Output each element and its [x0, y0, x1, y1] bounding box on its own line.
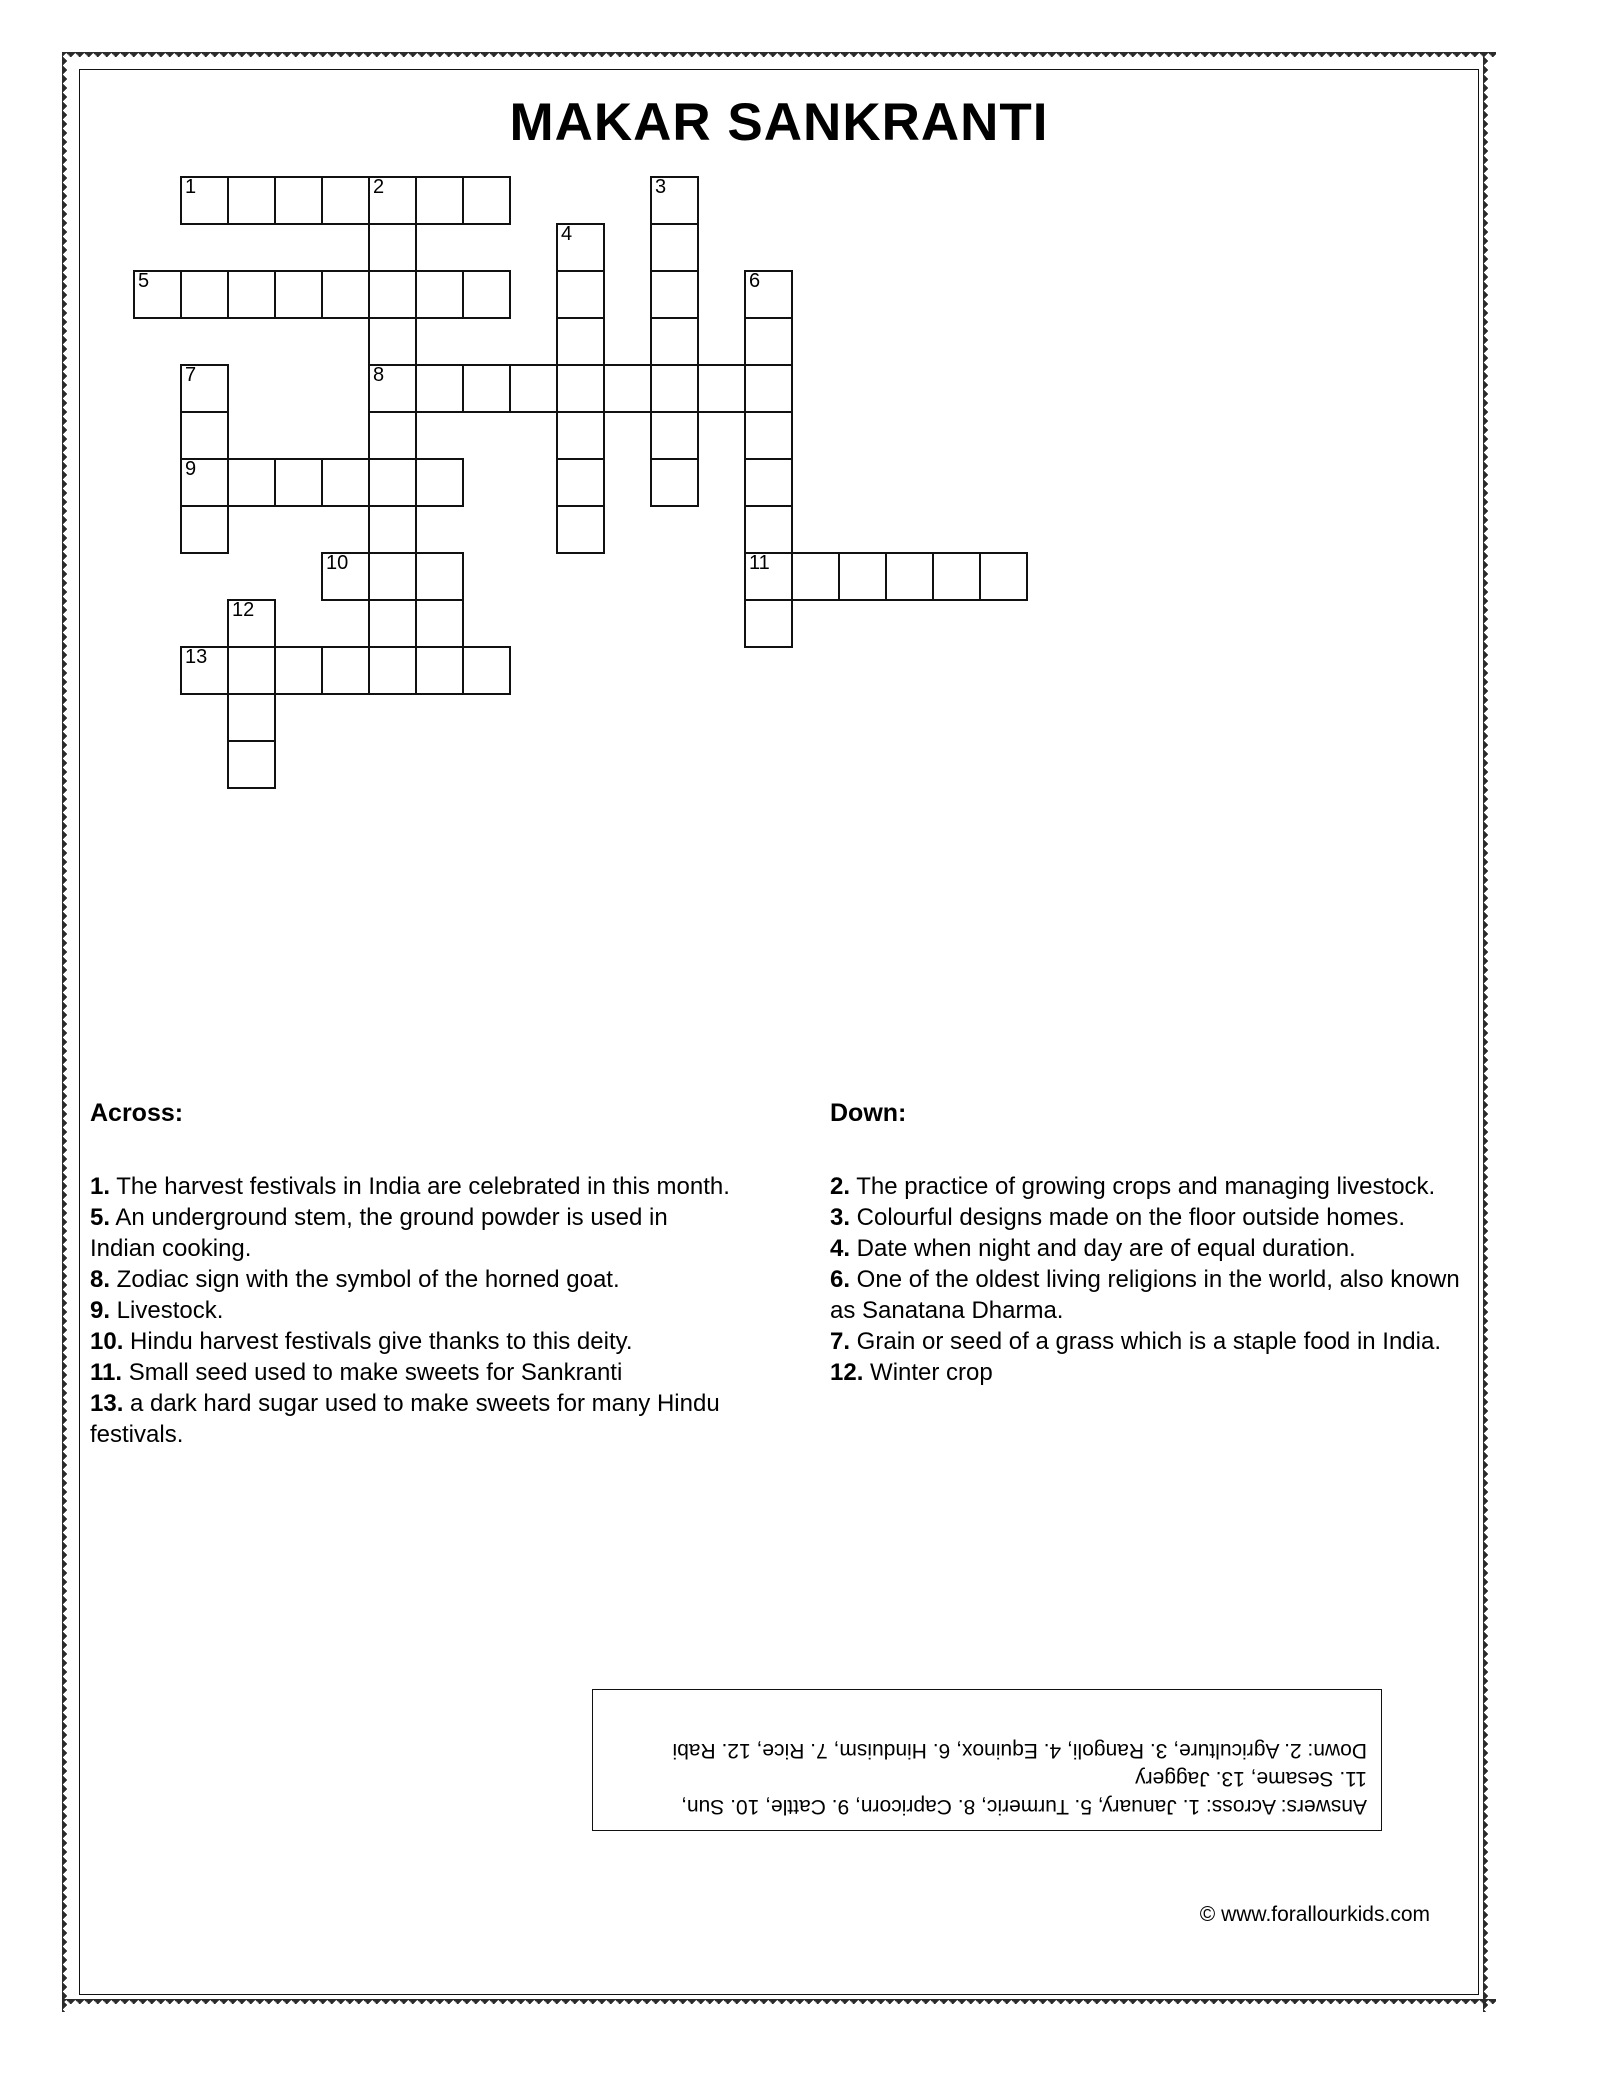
down-clue-4	[830, 1233, 1470, 1264]
crossword-cell-11[interactable]	[744, 552, 793, 601]
crossword-cell-1[interactable]	[180, 176, 229, 225]
clue-text: Hindu harvest festivals give thanks to this deity.	[123, 1328, 633, 1355]
crossword-cell[interactable]	[650, 411, 699, 460]
answers-box	[592, 1689, 1382, 1831]
clue-number: 5.	[90, 1204, 111, 1231]
crossword-cell[interactable]	[180, 411, 229, 460]
crossword-cell[interactable]	[650, 364, 699, 413]
crossword-cell[interactable]	[368, 223, 417, 272]
clue-text: Winter crop	[863, 1359, 993, 1386]
crossword-cell[interactable]	[650, 223, 699, 272]
clue-number: 2.	[830, 1173, 851, 1200]
down-clue-2	[830, 1171, 1470, 1202]
crossword-cell[interactable]	[744, 599, 793, 648]
crossword-cell[interactable]	[415, 458, 464, 507]
crossword-cell[interactable]	[368, 552, 417, 601]
cell-number-10: 10	[326, 552, 349, 574]
crossword-cell[interactable]	[650, 317, 699, 366]
crossword-cell[interactable]	[556, 364, 605, 413]
crossword-cell[interactable]	[556, 411, 605, 460]
clue-text: a dark hard sugar used to make sweets for many Hindu festivals.	[90, 1390, 720, 1448]
down-clue-body	[830, 1171, 1470, 1388]
crossword-cell[interactable]	[321, 270, 370, 319]
cell-number-8: 8	[373, 364, 385, 386]
clue-text: Small seed used to make sweets for Sankranti	[122, 1359, 623, 1386]
cell-number-13: 13	[185, 646, 208, 668]
across-clue-10	[90, 1326, 730, 1357]
across-clue-1	[90, 1171, 730, 1202]
across-clue-9	[90, 1295, 730, 1326]
clue-number: 6.	[830, 1266, 851, 1293]
down-clue-7	[830, 1326, 1470, 1357]
crossword-cell[interactable]	[791, 552, 840, 601]
crossword-cell[interactable]	[368, 270, 417, 319]
crossword-cell[interactable]	[368, 317, 417, 366]
crossword-cell[interactable]	[697, 364, 746, 413]
crossword-cell[interactable]	[227, 270, 276, 319]
clue-text: The practice of growing crops and managing livestock.	[850, 1173, 1436, 1200]
crossword-cell[interactable]	[415, 270, 464, 319]
crossword-cell[interactable]	[509, 364, 558, 413]
clue-number: 7.	[830, 1328, 851, 1355]
crossword-cell-2[interactable]	[368, 176, 417, 225]
clue-text: Zodiac sign with the symbol of the horned goat.	[110, 1266, 620, 1293]
answers-line-1: Answers: Across: 1. January, 5. Turmeric, 8. Capricorn, 9. Cattle, 10. Sun,	[681, 1795, 1367, 1818]
crossword-cell[interactable]	[556, 458, 605, 507]
down-clue-6	[830, 1264, 1470, 1326]
page-border-bottom	[62, 1999, 1496, 2012]
cell-number-4: 4	[561, 223, 573, 245]
across-heading: Across:	[90, 1099, 184, 1127]
crossword-cell[interactable]	[650, 458, 699, 507]
crossword-cell[interactable]	[462, 364, 511, 413]
clue-number: 13.	[90, 1390, 124, 1417]
cell-number-11: 11	[749, 552, 770, 574]
cell-number-9: 9	[185, 458, 197, 480]
clue-text: Colourful designs made on the floor outside homes.	[850, 1204, 1406, 1231]
crossword-cell[interactable]	[368, 505, 417, 554]
clue-text: The harvest festivals in India are celebrated in this month.	[110, 1173, 730, 1200]
clue-number: 11.	[90, 1359, 123, 1386]
crossword-cell[interactable]	[744, 505, 793, 554]
clue-number: 4.	[830, 1235, 851, 1262]
crossword-cell[interactable]	[274, 646, 323, 695]
crossword-cell[interactable]	[979, 552, 1028, 601]
crossword-cell[interactable]	[180, 270, 229, 319]
clue-text: Grain or seed of a grass which is a staple food in India.	[850, 1328, 1442, 1355]
crossword-cell[interactable]	[744, 458, 793, 507]
crossword-cell[interactable]	[415, 176, 464, 225]
clue-number: 3.	[830, 1204, 851, 1231]
crossword-cell[interactable]	[368, 458, 417, 507]
crossword-cell[interactable]	[227, 458, 276, 507]
clue-text: One of the oldest living religions in the world, also known as Sanatana Dharma.	[830, 1266, 1460, 1324]
cell-number-12: 12	[232, 599, 255, 621]
page-border-left	[62, 52, 75, 2012]
across-clue-11	[90, 1357, 730, 1388]
crossword-cell[interactable]	[415, 599, 464, 648]
crossword-cell[interactable]	[744, 317, 793, 366]
across-clue-body	[90, 1171, 730, 1450]
answers-line-2: 11. Sesame, 13. Jaggery	[1135, 1767, 1367, 1790]
cell-number-5: 5	[138, 270, 150, 292]
crossword-cell[interactable]	[227, 646, 276, 695]
answers-line-3: Down: 2. Agriculture, 3. Rangoli, 4. Equinox, 6. Hinduism, 7. Rice, 12. Rabi	[672, 1739, 1367, 1762]
cell-number-1: 1	[185, 176, 197, 198]
cell-number-6: 6	[749, 270, 761, 292]
crossword-cell[interactable]	[932, 552, 981, 601]
down-clue-list	[830, 1098, 1470, 1388]
crossword-cell[interactable]	[838, 552, 887, 601]
page-title: MAKAR SANKRANTI	[509, 93, 1049, 152]
crossword-cell[interactable]	[415, 552, 464, 601]
down-clue-12	[830, 1357, 1470, 1388]
crossword-cell[interactable]	[274, 176, 323, 225]
cell-number-2: 2	[373, 176, 385, 198]
across-clue-list	[90, 1098, 730, 1450]
crossword-cell[interactable]	[368, 646, 417, 695]
clue-number: 9.	[90, 1297, 111, 1324]
crossword-cell[interactable]	[603, 364, 652, 413]
clue-text: An underground stem, the ground powder is used in Indian cooking.	[90, 1204, 668, 1262]
crossword-cell-7[interactable]	[180, 364, 229, 413]
across-clue-5	[90, 1202, 730, 1264]
page-border-top	[62, 52, 1496, 65]
crossword-cell[interactable]	[321, 646, 370, 695]
crossword-cell[interactable]	[462, 176, 511, 225]
clue-text: Date when night and day are of equal duration.	[850, 1235, 1356, 1262]
crossword-cell[interactable]	[885, 552, 934, 601]
crossword-cell[interactable]	[227, 740, 276, 789]
crossword-cell-9[interactable]	[180, 458, 229, 507]
clue-number: 8.	[90, 1266, 111, 1293]
crossword-cell-12[interactable]	[227, 599, 276, 648]
crossword-cell[interactable]	[556, 505, 605, 554]
down-clue-3	[830, 1202, 1470, 1233]
clue-number: 12.	[830, 1359, 864, 1386]
crossword-cell[interactable]	[650, 270, 699, 319]
page-border-right	[1483, 52, 1496, 2012]
crossword-cell-6[interactable]	[744, 270, 793, 319]
crossword-cell[interactable]	[462, 270, 511, 319]
crossword-cell-10[interactable]	[321, 552, 370, 601]
clue-number: 10.	[90, 1328, 124, 1355]
cell-number-7: 7	[185, 364, 197, 386]
crossword-cell[interactable]	[227, 176, 276, 225]
crossword-cell[interactable]	[274, 270, 323, 319]
crossword-cell[interactable]	[227, 693, 276, 742]
crossword-cell[interactable]	[556, 270, 605, 319]
crossword-cell[interactable]	[462, 646, 511, 695]
cell-number-3: 3	[655, 176, 667, 198]
across-clue-13	[90, 1388, 730, 1450]
crossword-cell[interactable]	[180, 505, 229, 554]
across-clue-8	[90, 1264, 730, 1295]
crossword-cell[interactable]	[321, 176, 370, 225]
crossword-cell[interactable]	[368, 599, 417, 648]
crossword-cell[interactable]	[415, 646, 464, 695]
crossword-cell-4[interactable]	[556, 223, 605, 272]
crossword-cell[interactable]	[274, 458, 323, 507]
crossword-cell-8[interactable]	[368, 364, 417, 413]
crossword-cell[interactable]	[368, 411, 417, 460]
down-heading: Down:	[830, 1099, 907, 1127]
crossword-cell[interactable]	[321, 458, 370, 507]
crossword-cell-3[interactable]	[650, 176, 699, 225]
crossword-cell[interactable]	[415, 364, 464, 413]
footer-credit: © www.forallourkids.com	[1199, 1903, 1430, 1926]
clue-text: Livestock.	[110, 1297, 224, 1324]
crossword-cell[interactable]	[556, 317, 605, 366]
crossword-cell-5[interactable]	[133, 270, 182, 319]
crossword-cell[interactable]	[744, 411, 793, 460]
clue-number: 1.	[90, 1173, 111, 1200]
crossword-cell[interactable]	[744, 364, 793, 413]
crossword-cell-13[interactable]	[180, 646, 229, 695]
